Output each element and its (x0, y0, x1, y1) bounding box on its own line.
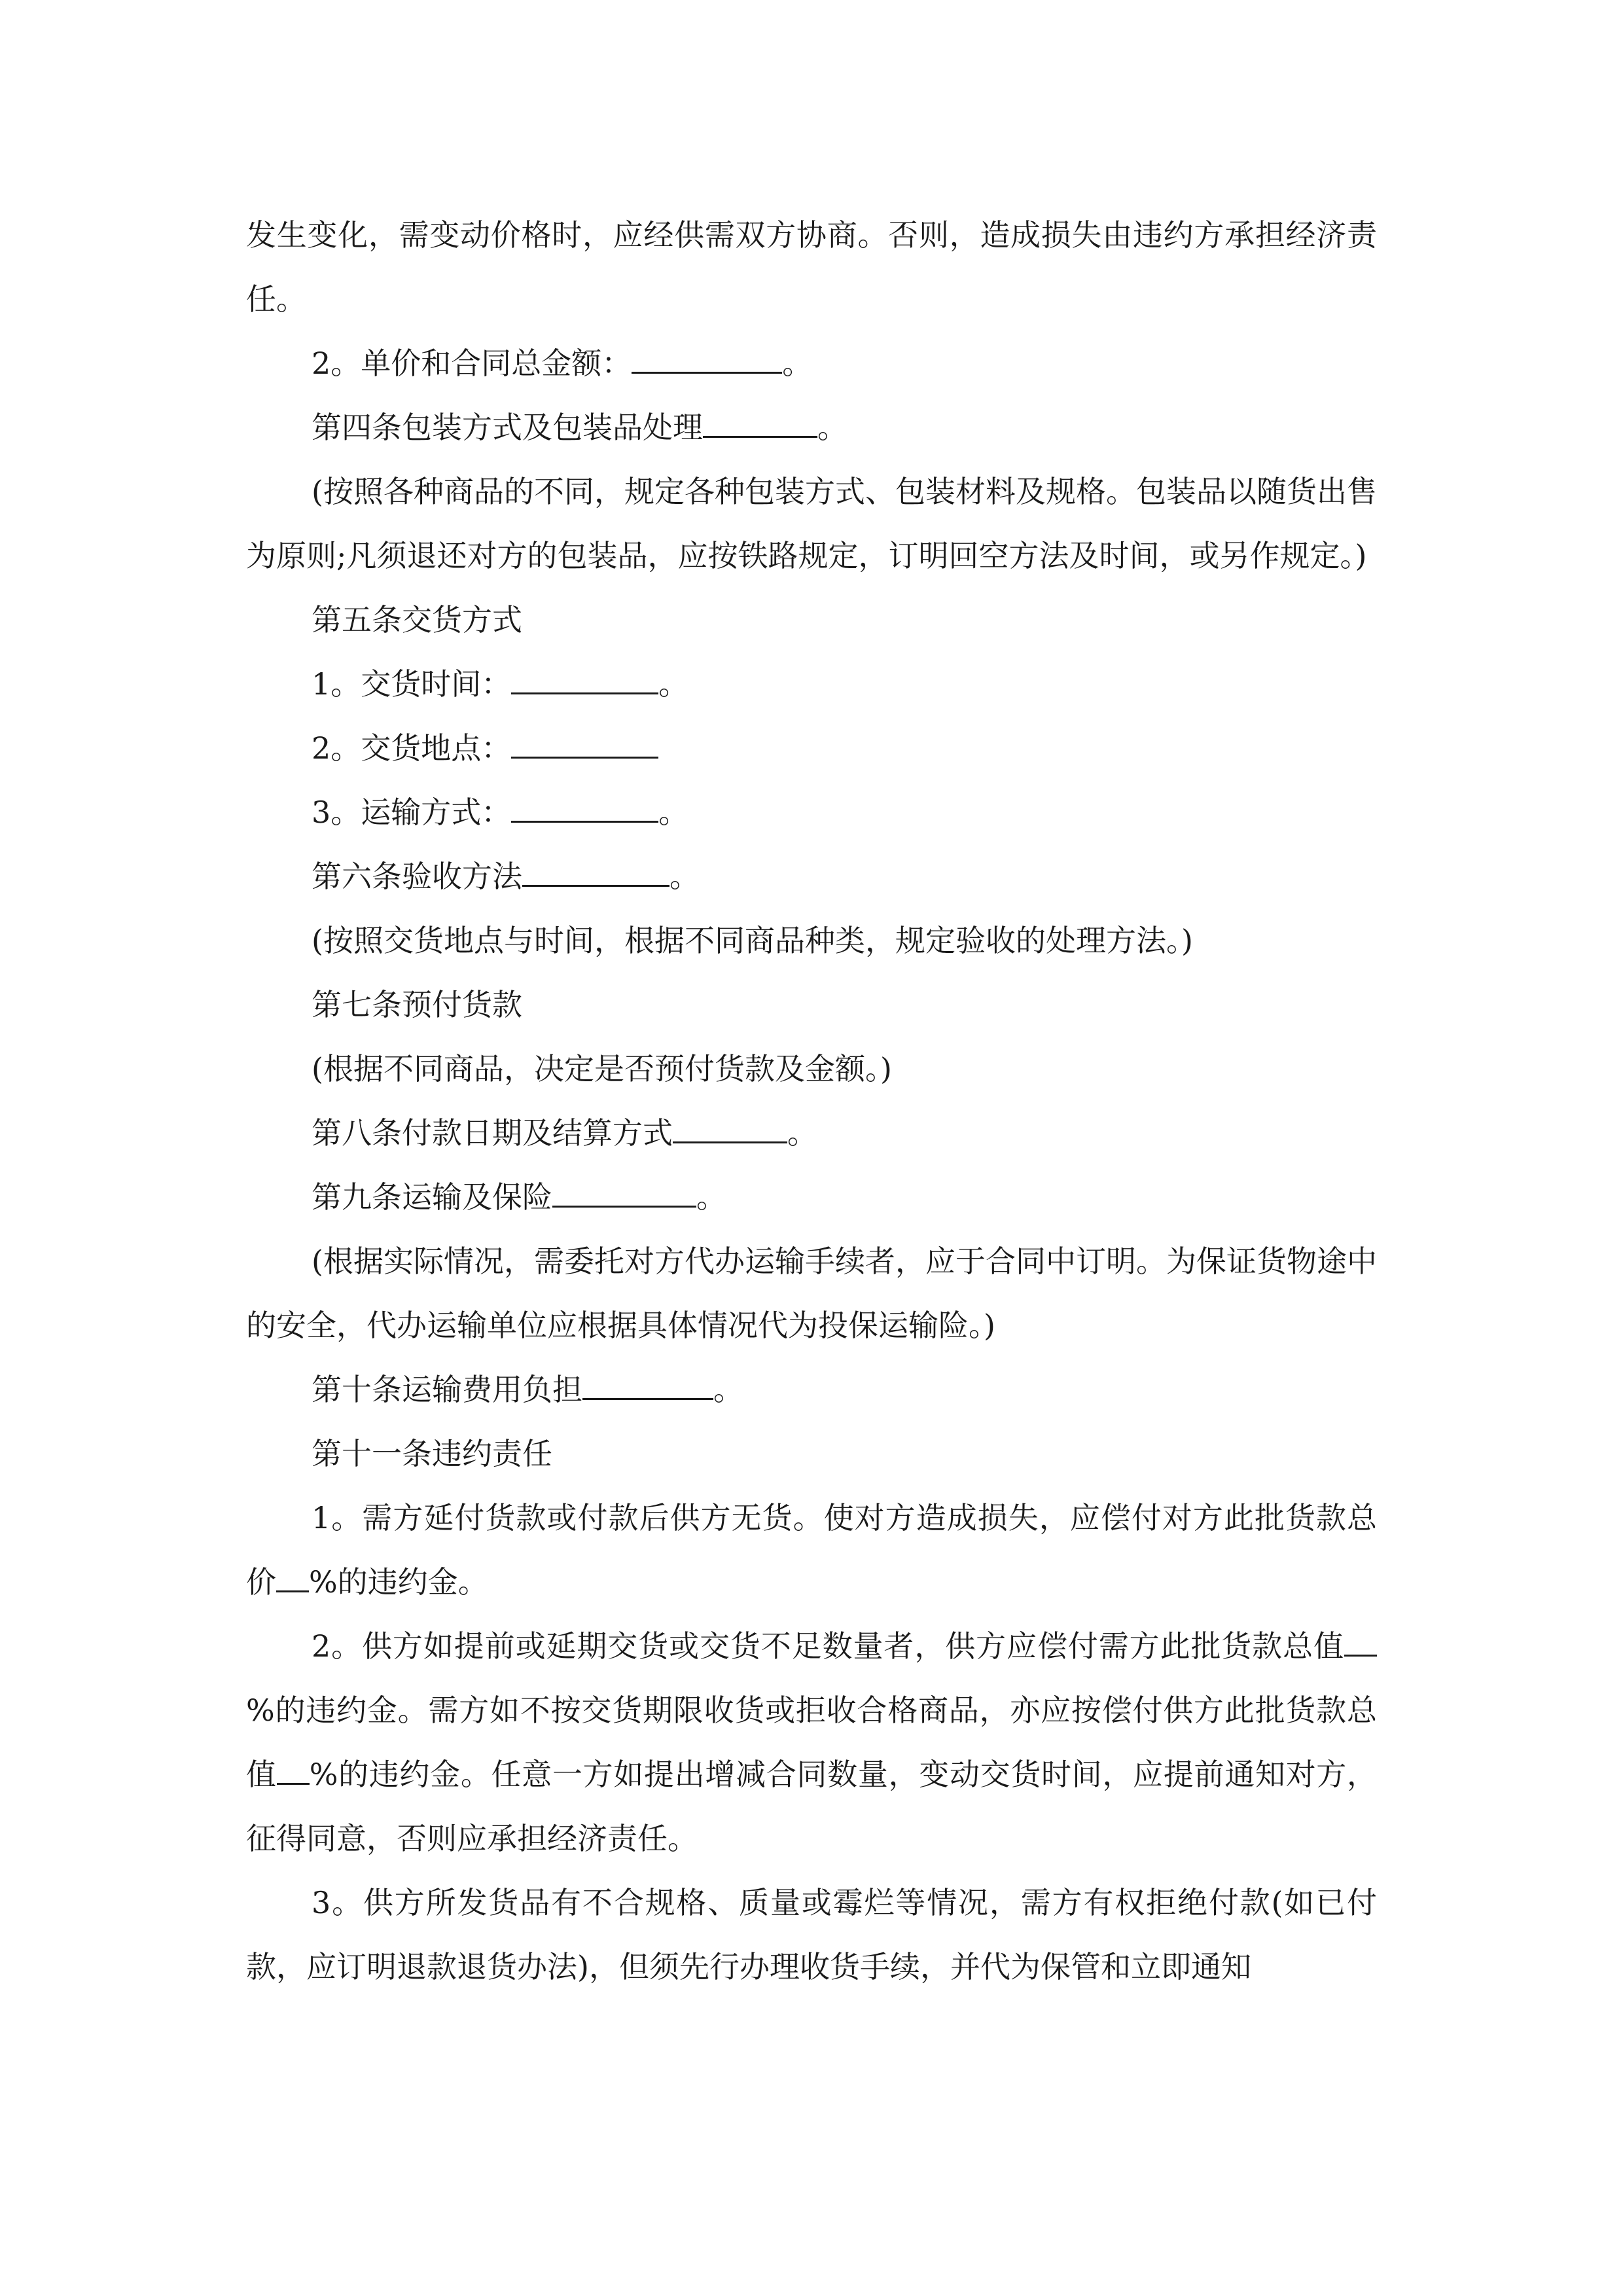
text: 第八条付款日期及结算方式 (312, 1115, 673, 1151)
text: 1。需方延付货款或付款后供方无货。使对方造成损失，应偿付对方此批货款总价 (246, 1500, 1377, 1600)
text: (按照交货地点与时间，根据不同商品种类，规定验收的处理方法。) (312, 923, 1193, 958)
text: 2。交货地点： (312, 730, 512, 766)
fill-blank[interactable] (276, 1564, 309, 1592)
text: (根据不同商品，决定是否预付货款及金额。) (312, 1051, 892, 1086)
clause-5-delivery (246, 588, 1377, 652)
text: 第十条运输费用负担 (312, 1372, 582, 1407)
fill-blank[interactable] (673, 1111, 787, 1143)
contract-body (246, 203, 1377, 1999)
text: 第五条交货方式 (312, 602, 522, 637)
text: 。 (782, 346, 813, 381)
text: %的违约金。任意一方如提出增减合同数量，变动交货时间，应提前通知对方，征得同意，否则应承担经济责任。 (246, 1757, 1377, 1856)
text: 。 (713, 1372, 743, 1407)
paragraph-price-change (246, 203, 1377, 331)
text: 3。运输方式： (312, 795, 512, 830)
text: (根据实际情况，需委托对方代办运输手续者，应于合同中订明。为保证货物途中的安全，代办运输单位应根据具体情况代为投保运输险。) (246, 1244, 1377, 1343)
fill-blank[interactable] (1344, 1628, 1377, 1657)
text: %的违约金。需方如不按交货期限收货或拒收合格商品，亦应按偿付供方此批货款总值 (246, 1693, 1377, 1792)
fill-blank[interactable] (277, 1757, 310, 1785)
text: 第十一条违约责任 (312, 1436, 552, 1471)
text: 2。供方如提前或延期交货或交货不足数量者，供方应偿付需方此批货款总值 (312, 1628, 1344, 1664)
clause-4-packaging (246, 395, 1377, 459)
text: %的违约金。 (309, 1564, 488, 1600)
clause-6-acceptance (246, 844, 1377, 908)
paragraph-packaging-note (246, 459, 1377, 588)
paragraph-delivery-time (246, 652, 1377, 716)
text: 第七条预付货款 (312, 987, 522, 1022)
paragraph-prepayment-note (246, 1037, 1377, 1101)
text: 第四条包装方式及包装品处理 (312, 410, 703, 445)
text: 。 (658, 795, 689, 830)
fill-blank[interactable] (703, 406, 817, 438)
fill-blank[interactable] (522, 855, 669, 887)
fill-blank[interactable] (511, 726, 658, 759)
text: (按照各种商品的不同，规定各种包装方式、包装材料及规格。包装品以随货出售为原则;凡须退还对方的包装品，应按铁路规定，订明回空方法及时间，或另作规定。) (246, 474, 1377, 573)
clause-10-transport-cost (246, 1357, 1377, 1422)
text: 发生变化，需变动价格时，应经供需双方协商。否则，造成损失由违约方承担经济责任。 (246, 217, 1377, 317)
paragraph-transport-note (246, 1229, 1377, 1357)
text: 。 (669, 859, 700, 894)
paragraph-transport-method (246, 780, 1377, 844)
fill-blank[interactable] (511, 791, 658, 823)
paragraph-delivery-place (246, 716, 1377, 780)
fill-blank[interactable] (552, 1175, 696, 1208)
fill-blank[interactable] (511, 662, 658, 694)
paragraph-unit-price (246, 331, 1377, 395)
text: 。 (787, 1115, 817, 1151)
text: 。 (696, 1179, 726, 1215)
clause-9-transport-insurance (246, 1165, 1377, 1229)
paragraph-liability-1 (246, 1486, 1377, 1614)
fill-blank[interactable] (632, 342, 782, 374)
paragraph-liability-2 (246, 1614, 1377, 1871)
paragraph-acceptance-note (246, 908, 1377, 973)
text: 2。单价和合同总金额： (312, 346, 632, 381)
text: 第九条运输及保险 (312, 1179, 552, 1215)
clause-11-liability (246, 1422, 1377, 1486)
text: 第六条验收方法 (312, 859, 522, 894)
text: 。 (817, 410, 847, 445)
text: 。 (658, 666, 689, 702)
text: 3。供方所发货品有不合规格、质量或霉烂等情况，需方有权拒绝付款(如已付款，应订明退款退货办法)，但须先行办理收货手续，并代为保管和立即通知 (246, 1885, 1377, 1984)
text: 1。交货时间： (312, 666, 512, 702)
clause-7-prepayment (246, 973, 1377, 1037)
clause-8-payment (246, 1101, 1377, 1165)
fill-blank[interactable] (582, 1368, 713, 1400)
paragraph-liability-3 (246, 1871, 1377, 1999)
